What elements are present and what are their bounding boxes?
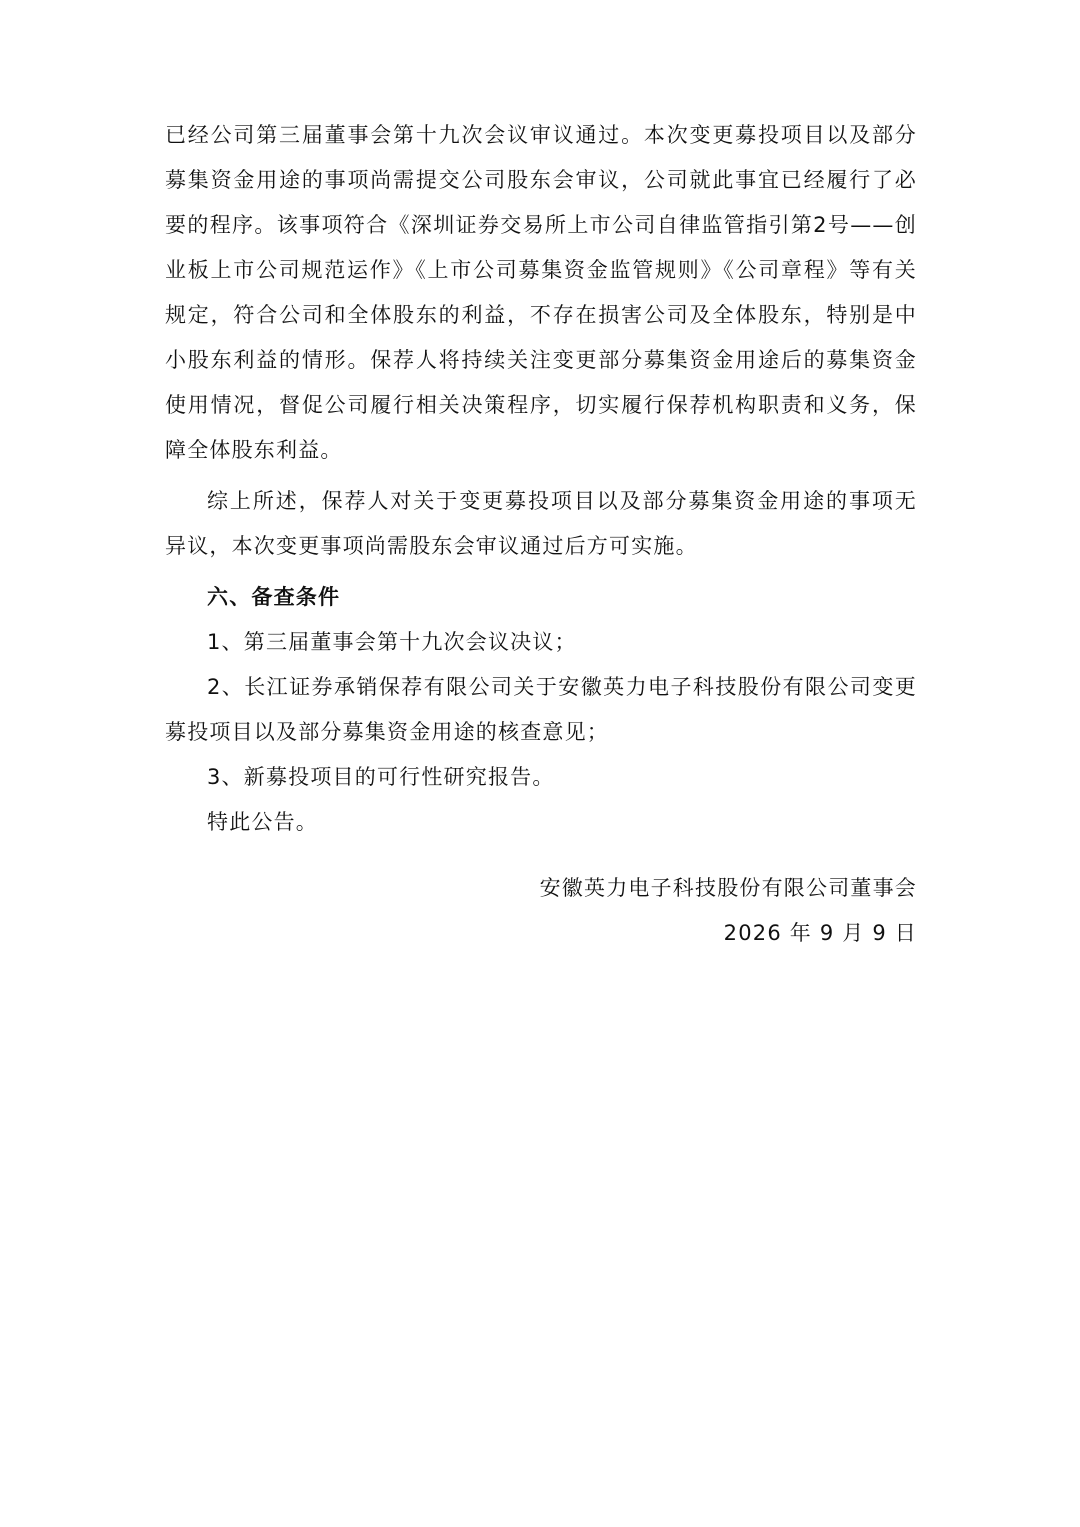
- closing-text: 特此公告。: [207, 810, 318, 834]
- signature-block: [540, 866, 917, 956]
- paragraph-review-conclusion: 已经公司第三届董事会第十九次会议审议通过。本次变更募投项目以及部分募集资金用途的事项尚需提交公司股东会审议，公司就此事宜已经履行了必要的程序。该事项符合《深圳证券交易所上市公司自律监管指引第2号——创业板上市公司规范运作》《上市公司募集资金监管规则》《公司章程》等有关规定，符合公司和全体股东的利益，不存在损害公司及全体股东，特别是中小股东利益的情形。保荐人将持续关注变更部分募集资金用途后的募集资金使用情况，督促公司履行相关决策程序，切实履行保荐机构职责和义务，保障全体股东利益。: [165, 123, 917, 462]
- list-item: 1、第三届董事会第十九次会议决议；: [207, 630, 577, 654]
- document-body: [165, 113, 917, 845]
- list-item: 2、长江证券承销保荐有限公司关于安徽英力电子科技股份有限公司变更募投项目以及部分募集资金用途的核查意见；: [165, 675, 917, 744]
- signature-organization: 安徽英力电子科技股份有限公司董事会: [539, 876, 917, 900]
- signature-date: 2026 年 9 月 9 日: [723, 921, 917, 945]
- paragraph-summary: 综上所述，保荐人对关于变更募投项目以及部分募集资金用途的事项无异议，本次变更事项尚需股东会审议通过后方可实施。: [165, 489, 917, 558]
- list-item: 3、新募投项目的可行性研究报告。: [207, 765, 555, 789]
- section-heading: 六、备查条件: [207, 585, 341, 609]
